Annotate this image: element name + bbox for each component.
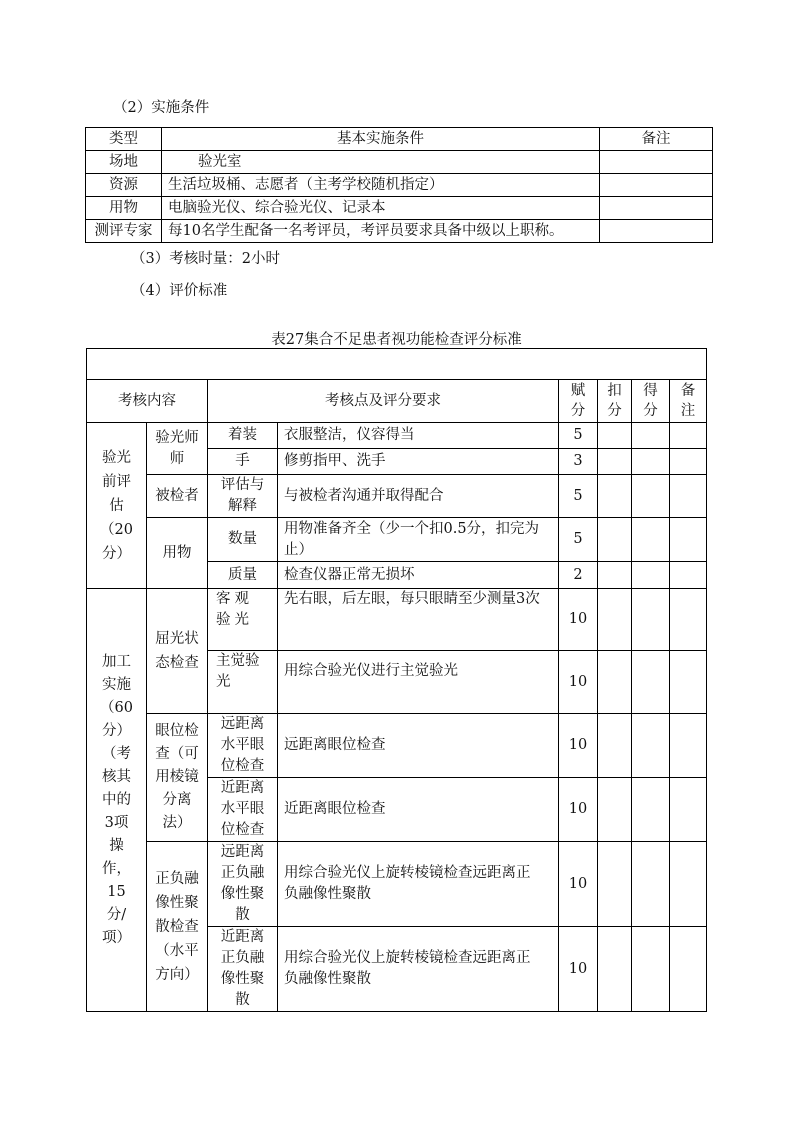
row-type: 测评专家: [86, 220, 162, 243]
item-cell: 质量: [208, 562, 278, 589]
item-cell: 评估与解释: [208, 475, 278, 518]
requirement-cell: 用综合验光仪进行主觉验光: [278, 651, 559, 714]
item-cell: 近距离水平眼位检查: [208, 778, 278, 842]
item-cell: 近距离正负融像性聚散: [208, 927, 278, 1012]
subgroup-optometrist: 验光师师: [147, 423, 208, 475]
subgroup-materials: 用物: [147, 518, 208, 589]
score-cell: 3: [559, 449, 598, 475]
requirement-cell: 近距离眼位检查: [278, 778, 559, 842]
col-header-condition: 基本实施条件: [162, 128, 600, 151]
row-note: [600, 151, 713, 174]
col-header-note: 备注: [600, 128, 713, 151]
requirement-cell: 先右眼，后左眼，每只眼睛至少测量3次: [278, 589, 559, 651]
subgroup-examinee: 被检者: [147, 475, 208, 518]
requirement-cell: 用综合验光仪上旋转棱镜检查远距离正负融像性聚散: [278, 927, 559, 1012]
subgroup-vergence: 正负融像性聚散检查（水平方向）: [147, 842, 208, 1012]
score-cell: 10: [559, 927, 598, 1012]
col-header-type: 类型: [86, 128, 162, 151]
requirement-cell: 与被检者沟通并取得配合: [278, 475, 559, 518]
table-caption: 表27集合不足患者视功能检查评分标准: [271, 332, 522, 348]
requirement-cell: 修剪指甲、洗手: [278, 449, 559, 475]
header-points: 考核点及评分要求: [208, 380, 559, 423]
table-blank-row: [87, 349, 707, 380]
table-row: [86, 174, 713, 197]
score-cell: 10: [559, 651, 598, 714]
section-heading-duration: （3）考核时量：2小时: [131, 251, 280, 267]
row-type: 资源: [86, 174, 162, 197]
table-header-row: [86, 128, 713, 151]
score-cell: 5: [559, 475, 598, 518]
row-condition: 电脑验光仪、综合验光仪、记录本: [162, 197, 600, 220]
score-cell: 5: [559, 423, 598, 449]
table-row: [87, 423, 707, 449]
row-note: [600, 174, 713, 197]
item-cell: 客观验光: [208, 589, 278, 651]
table-blank-cell: [87, 349, 707, 380]
row-condition: 每10名学生配备一名考评员，考评员要求具备中级以上职称。: [162, 220, 600, 243]
row-condition: 生活垃圾桶、志愿者（主考学校随机指定）: [162, 174, 600, 197]
requirement-cell: 远距离眼位检查: [278, 714, 559, 778]
score-cell: 10: [559, 778, 598, 842]
score-cell: 10: [559, 589, 598, 651]
item-cell: 手: [208, 449, 278, 475]
group-implementation: 加工实施（60分）（考核其中的3项操作，15分/项）: [87, 589, 147, 1012]
row-type: 用物: [86, 197, 162, 220]
requirement-cell: 衣服整洁，仪容得当: [278, 423, 559, 449]
header-got: 得分: [632, 380, 670, 423]
table-row: [87, 518, 707, 562]
item-cell: 主觉验光: [208, 651, 278, 714]
row-note: [600, 220, 713, 243]
table-header-row: [87, 380, 707, 423]
header-deduct: 扣分: [598, 380, 632, 423]
score-cell: 10: [559, 714, 598, 778]
table-row: [87, 475, 707, 518]
score-cell: 10: [559, 842, 598, 927]
group-pre-assessment: 验光前评估（20分）: [87, 423, 147, 589]
table-row: [87, 714, 707, 778]
section-heading-criteria: （4）评价标准: [131, 283, 228, 299]
item-cell: 远距离水平眼位检查: [208, 714, 278, 778]
table-row: [86, 151, 713, 174]
item-cell: 数量: [208, 518, 278, 562]
conditions-table: [85, 127, 713, 243]
row-note: [600, 197, 713, 220]
table-row: [87, 589, 707, 651]
header-note: 备注: [670, 380, 707, 423]
scoring-table: [86, 348, 707, 1012]
item-cell: 远距离正负融像性聚散: [208, 842, 278, 927]
header-content: 考核内容: [87, 380, 208, 423]
row-type: 场地: [86, 151, 162, 174]
header-score: 赋分: [559, 380, 598, 423]
score-cell: 2: [559, 562, 598, 589]
subgroup-refraction: 屈光状态检查: [147, 589, 208, 714]
requirement-cell: 检查仪器正常无损坏: [278, 562, 559, 589]
row-condition: 验光室: [162, 151, 600, 174]
table-row: [86, 197, 713, 220]
section-heading-conditions: （2）实施条件: [113, 100, 210, 116]
subgroup-eye-position: 眼位检查（可用棱镜分离法）: [147, 714, 208, 842]
requirement-cell: 用物准备齐全（少一个扣0.5分，扣完为止）: [278, 518, 559, 562]
score-cell: 5: [559, 518, 598, 562]
item-cell: 着装: [208, 423, 278, 449]
table-row: [87, 842, 707, 927]
table-row: [86, 220, 713, 243]
requirement-cell: 用综合验光仪上旋转棱镜检查远距离正负融像性聚散: [278, 842, 559, 927]
